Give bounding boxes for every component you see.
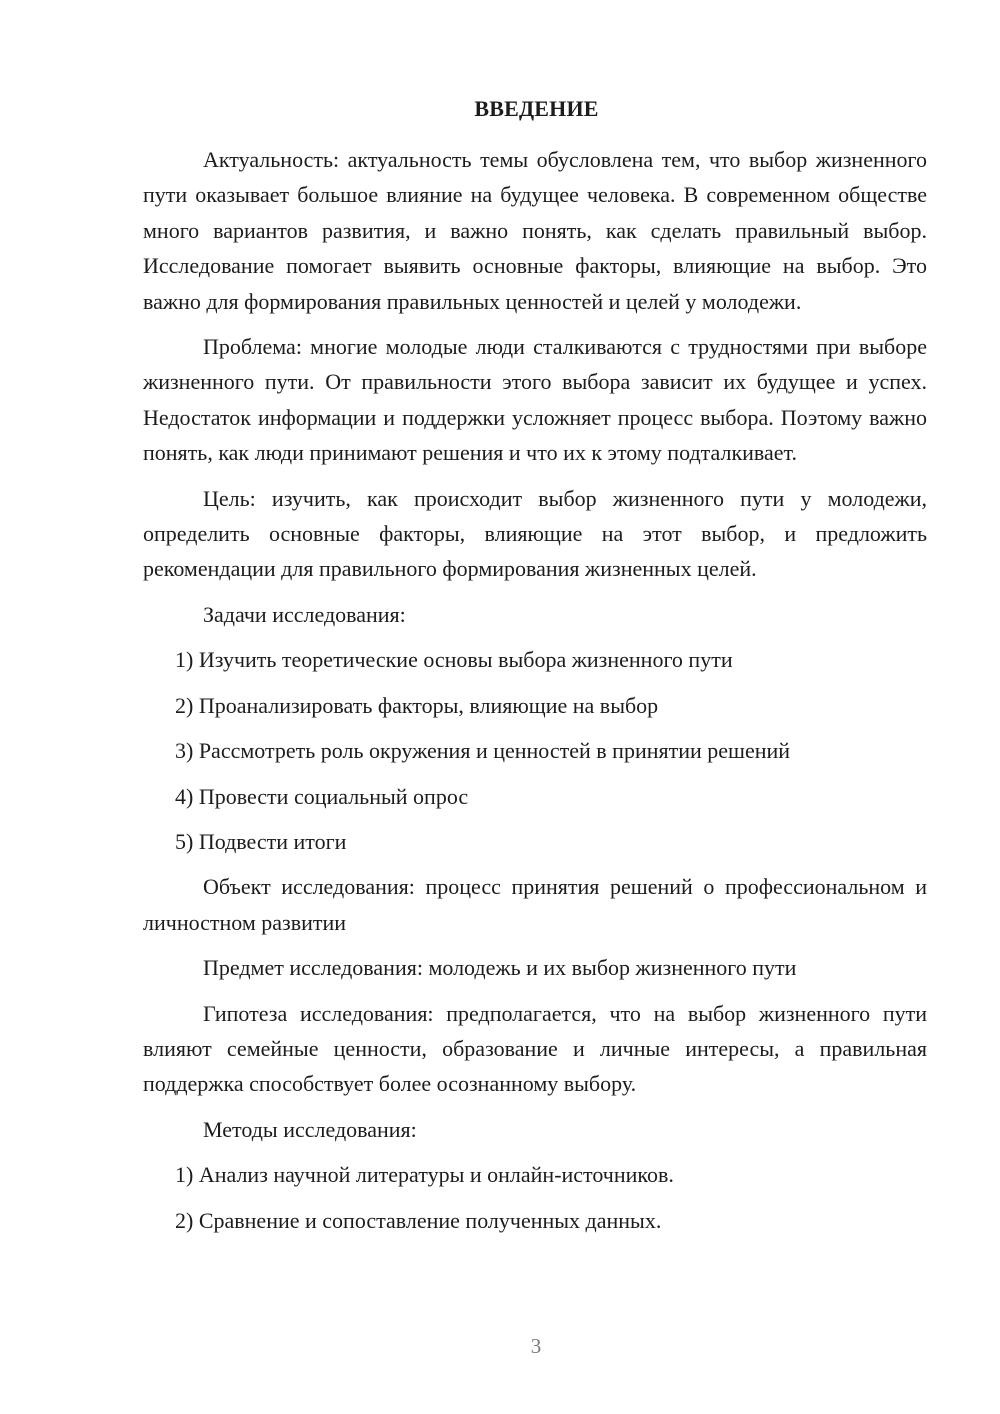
list-item: 4) Провести социальный опрос [175, 783, 469, 809]
tasks-list [143, 642, 927, 859]
list-item: 5) Подвести итоги [175, 828, 347, 854]
tasks-title: Задачи исследования: [203, 601, 406, 627]
paragraph-goal: Цель: изучить, как происходит выбор жизненного пути у молодежи, определить основные факторы, влияющие на этот выбор, и предложить рекомендации для правильного формирования жизненных целей. [143, 485, 927, 582]
paragraph-object: Объект исследования: процесс принятия решений о профессиональном и личностном развитии [143, 874, 927, 935]
page-number: 3 [530, 1334, 542, 1358]
methods-list [143, 1157, 927, 1238]
list-item: 1) Анализ научной литературы и онлайн-источников. [175, 1162, 674, 1188]
methods-title: Методы исследования: [203, 1116, 417, 1142]
list-item: 3) Рассмотреть роль окружения и ценностей в принятии решений [175, 738, 791, 764]
list-item: 2) Сравнение и сопоставление полученных данных. [175, 1207, 662, 1233]
paragraph-relevance: Актуальность: актуальность темы обусловлена тем, что выбор жизненного пути оказывает большое влияние на будущее человека. В современном обществе много вариантов развития, и важно понять, как сделать правильный выбор. Исследование помогает выявить основные факторы, влияющие на выбор. Это важно для формирования правильных ценностей и целей у молодежи. [143, 147, 927, 314]
list-item: 1) Изучить теоретические основы выбора жизненного пути [175, 647, 733, 673]
paragraph-problem: Проблема: многие молодые люди сталкиваются с трудностями при выборе жизненного пути. От правильности этого выбора зависит их будущее и успех. Недостаток информации и поддержки усложняет процесс выбора. Поэтому важно понять, как люди принимают решения и что их к этому подталкивает. [143, 334, 927, 466]
list-item: 2) Проанализировать факторы, влияющие на выбор [175, 692, 659, 718]
page-title: ВВЕДЕНИЕ [474, 96, 599, 121]
document-body [143, 142, 927, 1248]
paragraph-subject: Предмет исследования: молодежь и их выбор жизненного пути [203, 955, 797, 981]
paragraph-hypothesis: Гипотеза исследования: предполагается, что на выбор жизненного пути влияют семейные ценности, образование и личные интересы, а правильная поддержка способствует более осознанному выбору. [143, 1000, 927, 1097]
